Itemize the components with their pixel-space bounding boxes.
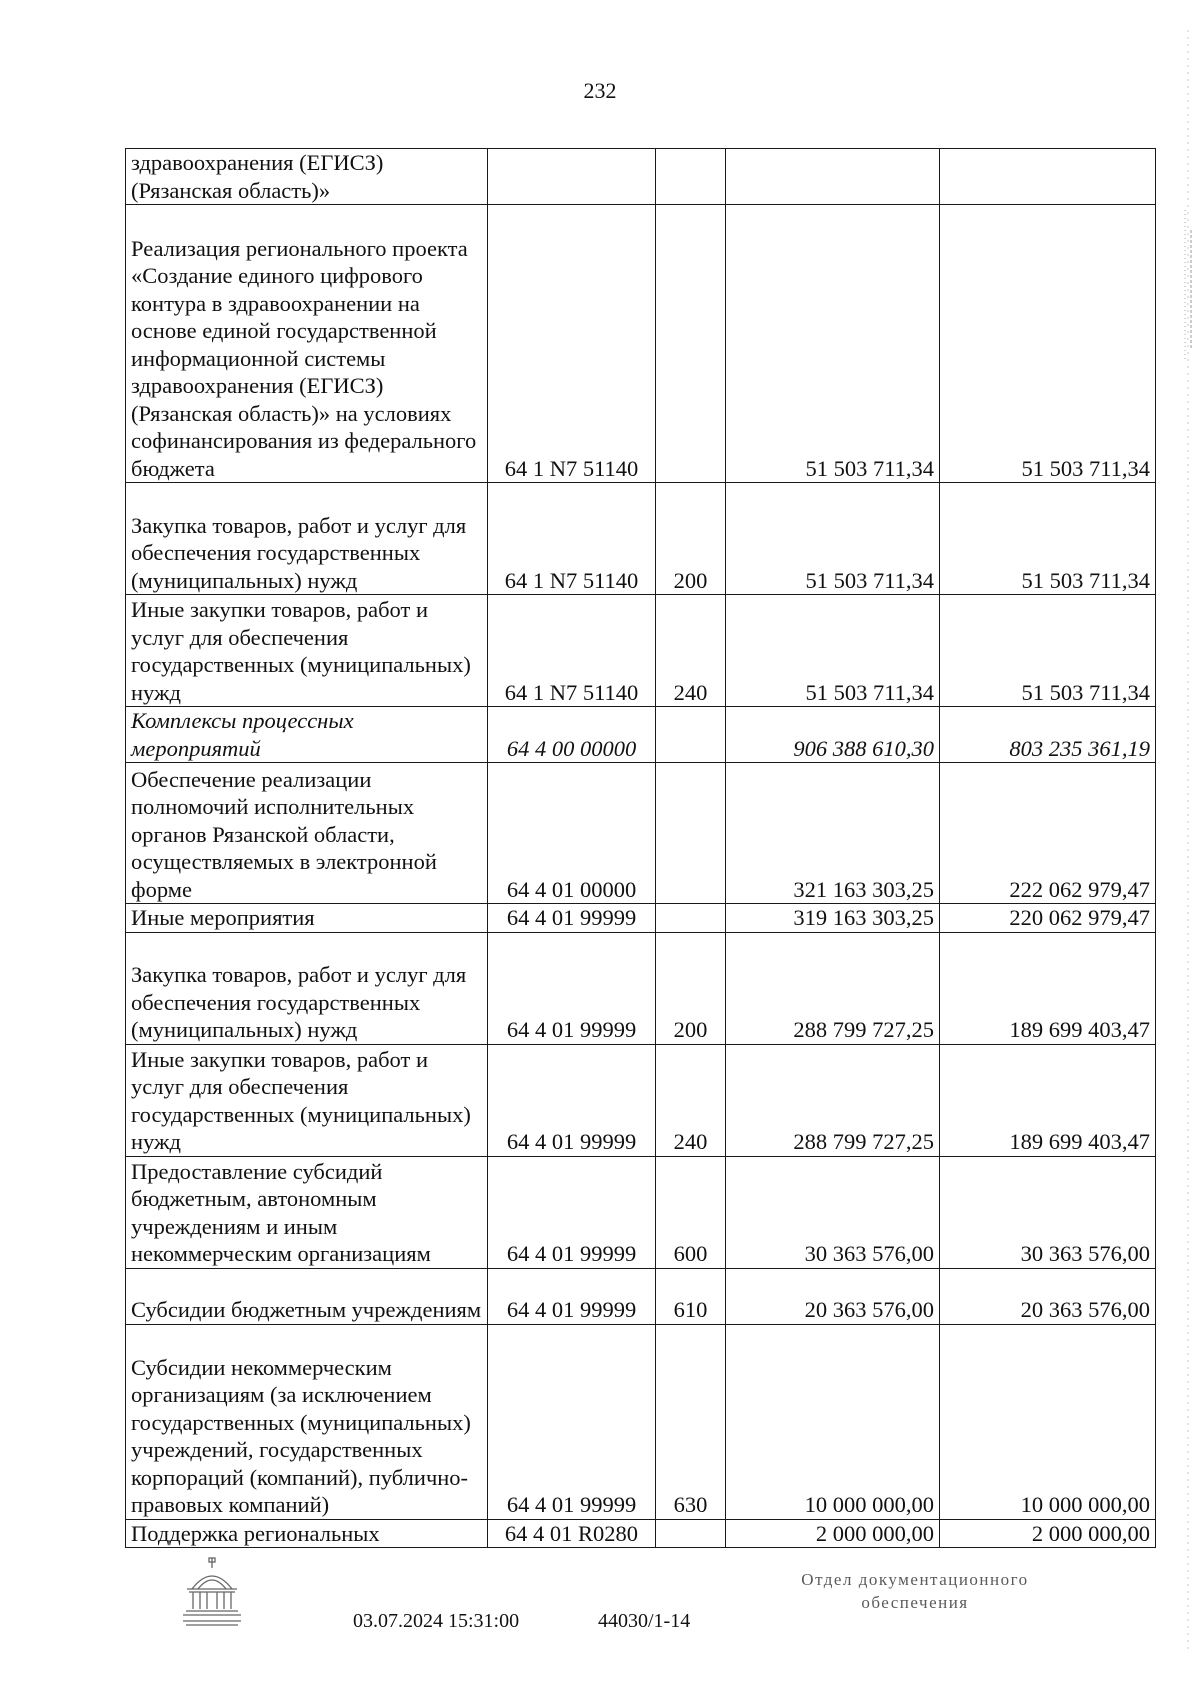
- row-sum-2: 222 062 979,47: [940, 763, 1156, 904]
- row-name: Реализация регионального проекта «Создание единого цифрового контура в здравоохранении на основе единой государственной информационной системы здравоохранения (ЕГИСЗ) (Рязанская область)» на условиях софинансирования из федерального бюджета: [126, 205, 488, 483]
- row-name: Иные мероприятия: [126, 904, 488, 933]
- row-sum-2: 51 503 711,34: [940, 595, 1156, 707]
- row-code: 64 4 00 00000: [488, 707, 656, 763]
- table-row: [126, 904, 1156, 933]
- budget-table: [125, 148, 1156, 1548]
- table-row: [126, 205, 1156, 483]
- table-row: [126, 483, 1156, 595]
- page-number: 232: [583, 78, 617, 103]
- row-sum-1: 2 000 000,00: [726, 1519, 940, 1548]
- row-sum-2: 20 363 576,00: [940, 1268, 1156, 1324]
- row-code: 64 1 N7 51140: [488, 205, 656, 483]
- row-type: [656, 1519, 726, 1548]
- row-sum-2: 10 000 000,00: [940, 1324, 1156, 1519]
- row-name: Обеспечение реализации полномочий исполнительных органов Рязанской области, осуществляемых в электронной форме: [126, 763, 488, 904]
- stamp-line-2: обеспечения: [861, 1593, 969, 1612]
- row-sum-1: 51 503 711,34: [726, 595, 940, 707]
- row-type: 600: [656, 1156, 726, 1268]
- row-sum-1: 321 163 303,25: [726, 763, 940, 904]
- row-type: [656, 149, 726, 205]
- row-code: 64 1 N7 51140: [488, 595, 656, 707]
- table-row: [126, 763, 1156, 904]
- row-sum-1: 10 000 000,00: [726, 1324, 940, 1519]
- row-type: 240: [656, 1044, 726, 1156]
- row-name: Закупка товаров, работ и услуг для обеспечения государственных (муниципальных) нужд: [126, 932, 488, 1044]
- row-code: 64 4 01 00000: [488, 763, 656, 904]
- duma-emblem-icon: [178, 1555, 246, 1629]
- row-code: 64 4 01 99999: [488, 1044, 656, 1156]
- row-sum-1: 30 363 576,00: [726, 1156, 940, 1268]
- row-sum-2: 51 503 711,34: [940, 205, 1156, 483]
- row-type: 630: [656, 1324, 726, 1519]
- row-sum-1: 20 363 576,00: [726, 1268, 940, 1324]
- row-sum-1: 906 388 610,30: [726, 707, 940, 763]
- table-row: [126, 1268, 1156, 1324]
- table-row: [126, 1044, 1156, 1156]
- row-type: [656, 904, 726, 933]
- row-sum-2: 30 363 576,00: [940, 1156, 1156, 1268]
- stamp-line-1: Отдел документационного: [801, 1570, 1029, 1589]
- row-sum-1: 51 503 711,34: [726, 205, 940, 483]
- row-type: 610: [656, 1268, 726, 1324]
- row-name: Субсидии некоммерческим организациям (за исключением государственных (муниципальных) учреждений, государственных корпораций (компаний), публично-правовых компаний): [126, 1324, 488, 1519]
- row-name: Комплексы процессных мероприятий: [126, 707, 488, 763]
- row-code: 64 4 01 99999: [488, 932, 656, 1044]
- row-type: [656, 205, 726, 483]
- row-sum-1: 288 799 727,25: [726, 932, 940, 1044]
- row-sum-2: 189 699 403,47: [940, 1044, 1156, 1156]
- row-sum-2: 51 503 711,34: [940, 483, 1156, 595]
- row-sum-1: 288 799 727,25: [726, 1044, 940, 1156]
- row-sum-1: [726, 149, 940, 205]
- table-row: [126, 707, 1156, 763]
- row-type: 200: [656, 932, 726, 1044]
- row-name: Закупка товаров, работ и услуг для обеспечения государственных (муниципальных) нужд: [126, 483, 488, 595]
- row-code: [488, 149, 656, 205]
- table-row: [126, 595, 1156, 707]
- row-code: 64 4 01 99999: [488, 1324, 656, 1519]
- table-row: [126, 932, 1156, 1044]
- row-name: Субсидии бюджетным учреждениям: [126, 1268, 488, 1324]
- table-row: [126, 1519, 1156, 1548]
- row-sum-2: [940, 149, 1156, 205]
- row-code: 64 4 01 99999: [488, 1156, 656, 1268]
- row-sum-2: 220 062 979,47: [940, 904, 1156, 933]
- row-sum-2: 2 000 000,00: [940, 1519, 1156, 1548]
- row-name: Поддержка региональных: [126, 1519, 488, 1548]
- footer-datetime: 03.07.2024 15:31:00: [353, 1610, 520, 1632]
- row-type: [656, 763, 726, 904]
- row-code: 64 4 01 99999: [488, 1268, 656, 1324]
- row-type: [656, 707, 726, 763]
- scan-edge-marks: [1182, 30, 1194, 1650]
- row-sum-1: 51 503 711,34: [726, 483, 940, 595]
- row-sum-2: 189 699 403,47: [940, 932, 1156, 1044]
- row-code: 64 4 01 R0280: [488, 1519, 656, 1548]
- row-name: Иные закупки товаров, работ и услуг для обеспечения государственных (муниципальных) нужд: [126, 1044, 488, 1156]
- row-type: 200: [656, 483, 726, 595]
- table-row: [126, 149, 1156, 205]
- row-name: Иные закупки товаров, работ и услуг для обеспечения государственных (муниципальных) нужд: [126, 595, 488, 707]
- row-name: Предоставление субсидий бюджетным, автономным учреждениям и иным некоммерческим организациям: [126, 1156, 488, 1268]
- row-sum-2: 803 235 361,19: [940, 707, 1156, 763]
- table-row: [126, 1156, 1156, 1268]
- row-code: 64 1 N7 51140: [488, 483, 656, 595]
- row-code: 64 4 01 99999: [488, 904, 656, 933]
- row-sum-1: 319 163 303,25: [726, 904, 940, 933]
- row-type: 240: [656, 595, 726, 707]
- row-name: здравоохранения (ЕГИСЗ) (Рязанская область)»: [126, 149, 488, 205]
- table-row: [126, 1324, 1156, 1519]
- department-stamp: [760, 1568, 1070, 1614]
- footer-registration-number: 44030/1-14: [598, 1610, 691, 1632]
